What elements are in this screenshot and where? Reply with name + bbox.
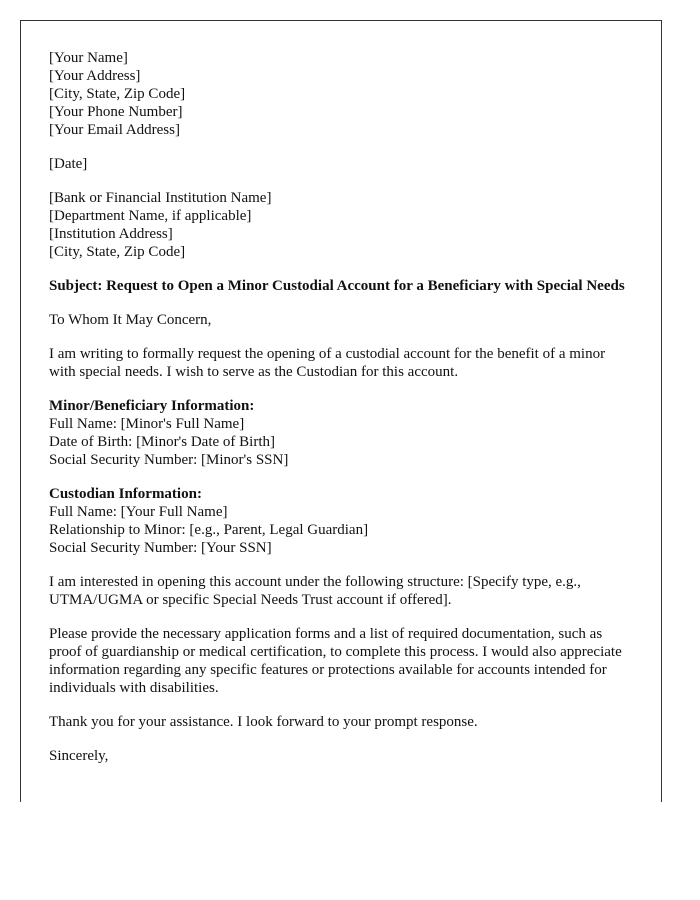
thanks-paragraph: Thank you for your assistance. I look forward to your prompt response. — [49, 714, 478, 730]
closing: Sincerely, — [49, 748, 109, 764]
minor-info — [49, 397, 633, 469]
sender-address: [Your Address] — [49, 68, 141, 84]
custodian-relationship: Relationship to Minor: [e.g., Parent, Legal Guardian] — [49, 522, 369, 538]
custodian-info — [49, 485, 633, 557]
date: [Date] — [49, 156, 88, 172]
recipient-city: [City, State, Zip Code] — [49, 244, 186, 260]
structure-paragraph: I am interested in opening this account under the following structure: [Specify type, e.g., UTMA/UGMA or specific Special Needs Trust account if offered]. — [49, 574, 581, 608]
recipient-institution: [Bank or Financial Institution Name] — [49, 190, 272, 206]
sender-phone: [Your Phone Number] — [49, 104, 183, 120]
sender-city: [City, State, Zip Code] — [49, 86, 186, 102]
minor-dob: Date of Birth: [Minor's Date of Birth] — [49, 434, 275, 450]
request-paragraph: Please provide the necessary application forms and a list of required documentation, such as proof of guardianship or medical certification, to complete this process. I would also appreciate information regarding any specific features or protections available for accounts intended for individuals with disabilities. — [49, 626, 622, 696]
sender-email: [Your Email Address] — [49, 122, 180, 138]
custodian-heading: Custodian Information: — [49, 486, 202, 502]
sender-name: [Your Name] — [49, 50, 128, 66]
custodian-name: Full Name: [Your Full Name] — [49, 504, 228, 520]
subject-line: Subject: Request to Open a Minor Custodial Account for a Beneficiary with Special Needs — [49, 278, 625, 294]
salutation: To Whom It May Concern, — [49, 312, 212, 328]
recipient-address: [Institution Address] — [49, 226, 173, 242]
minor-name: Full Name: [Minor's Full Name] — [49, 416, 245, 432]
sender-block — [49, 49, 633, 139]
intro-paragraph: I am writing to formally request the opening of a custodial account for the benefit of a minor with special needs. I wish to serve as the Custodian for this account. — [49, 346, 606, 380]
minor-heading: Minor/Beneficiary Information: — [49, 398, 255, 414]
minor-ssn: Social Security Number: [Minor's SSN] — [49, 452, 289, 468]
recipient-block — [49, 189, 633, 261]
custodian-ssn: Social Security Number: [Your SSN] — [49, 540, 272, 556]
letter-page — [20, 20, 662, 802]
recipient-department: [Department Name, if applicable] — [49, 208, 252, 224]
